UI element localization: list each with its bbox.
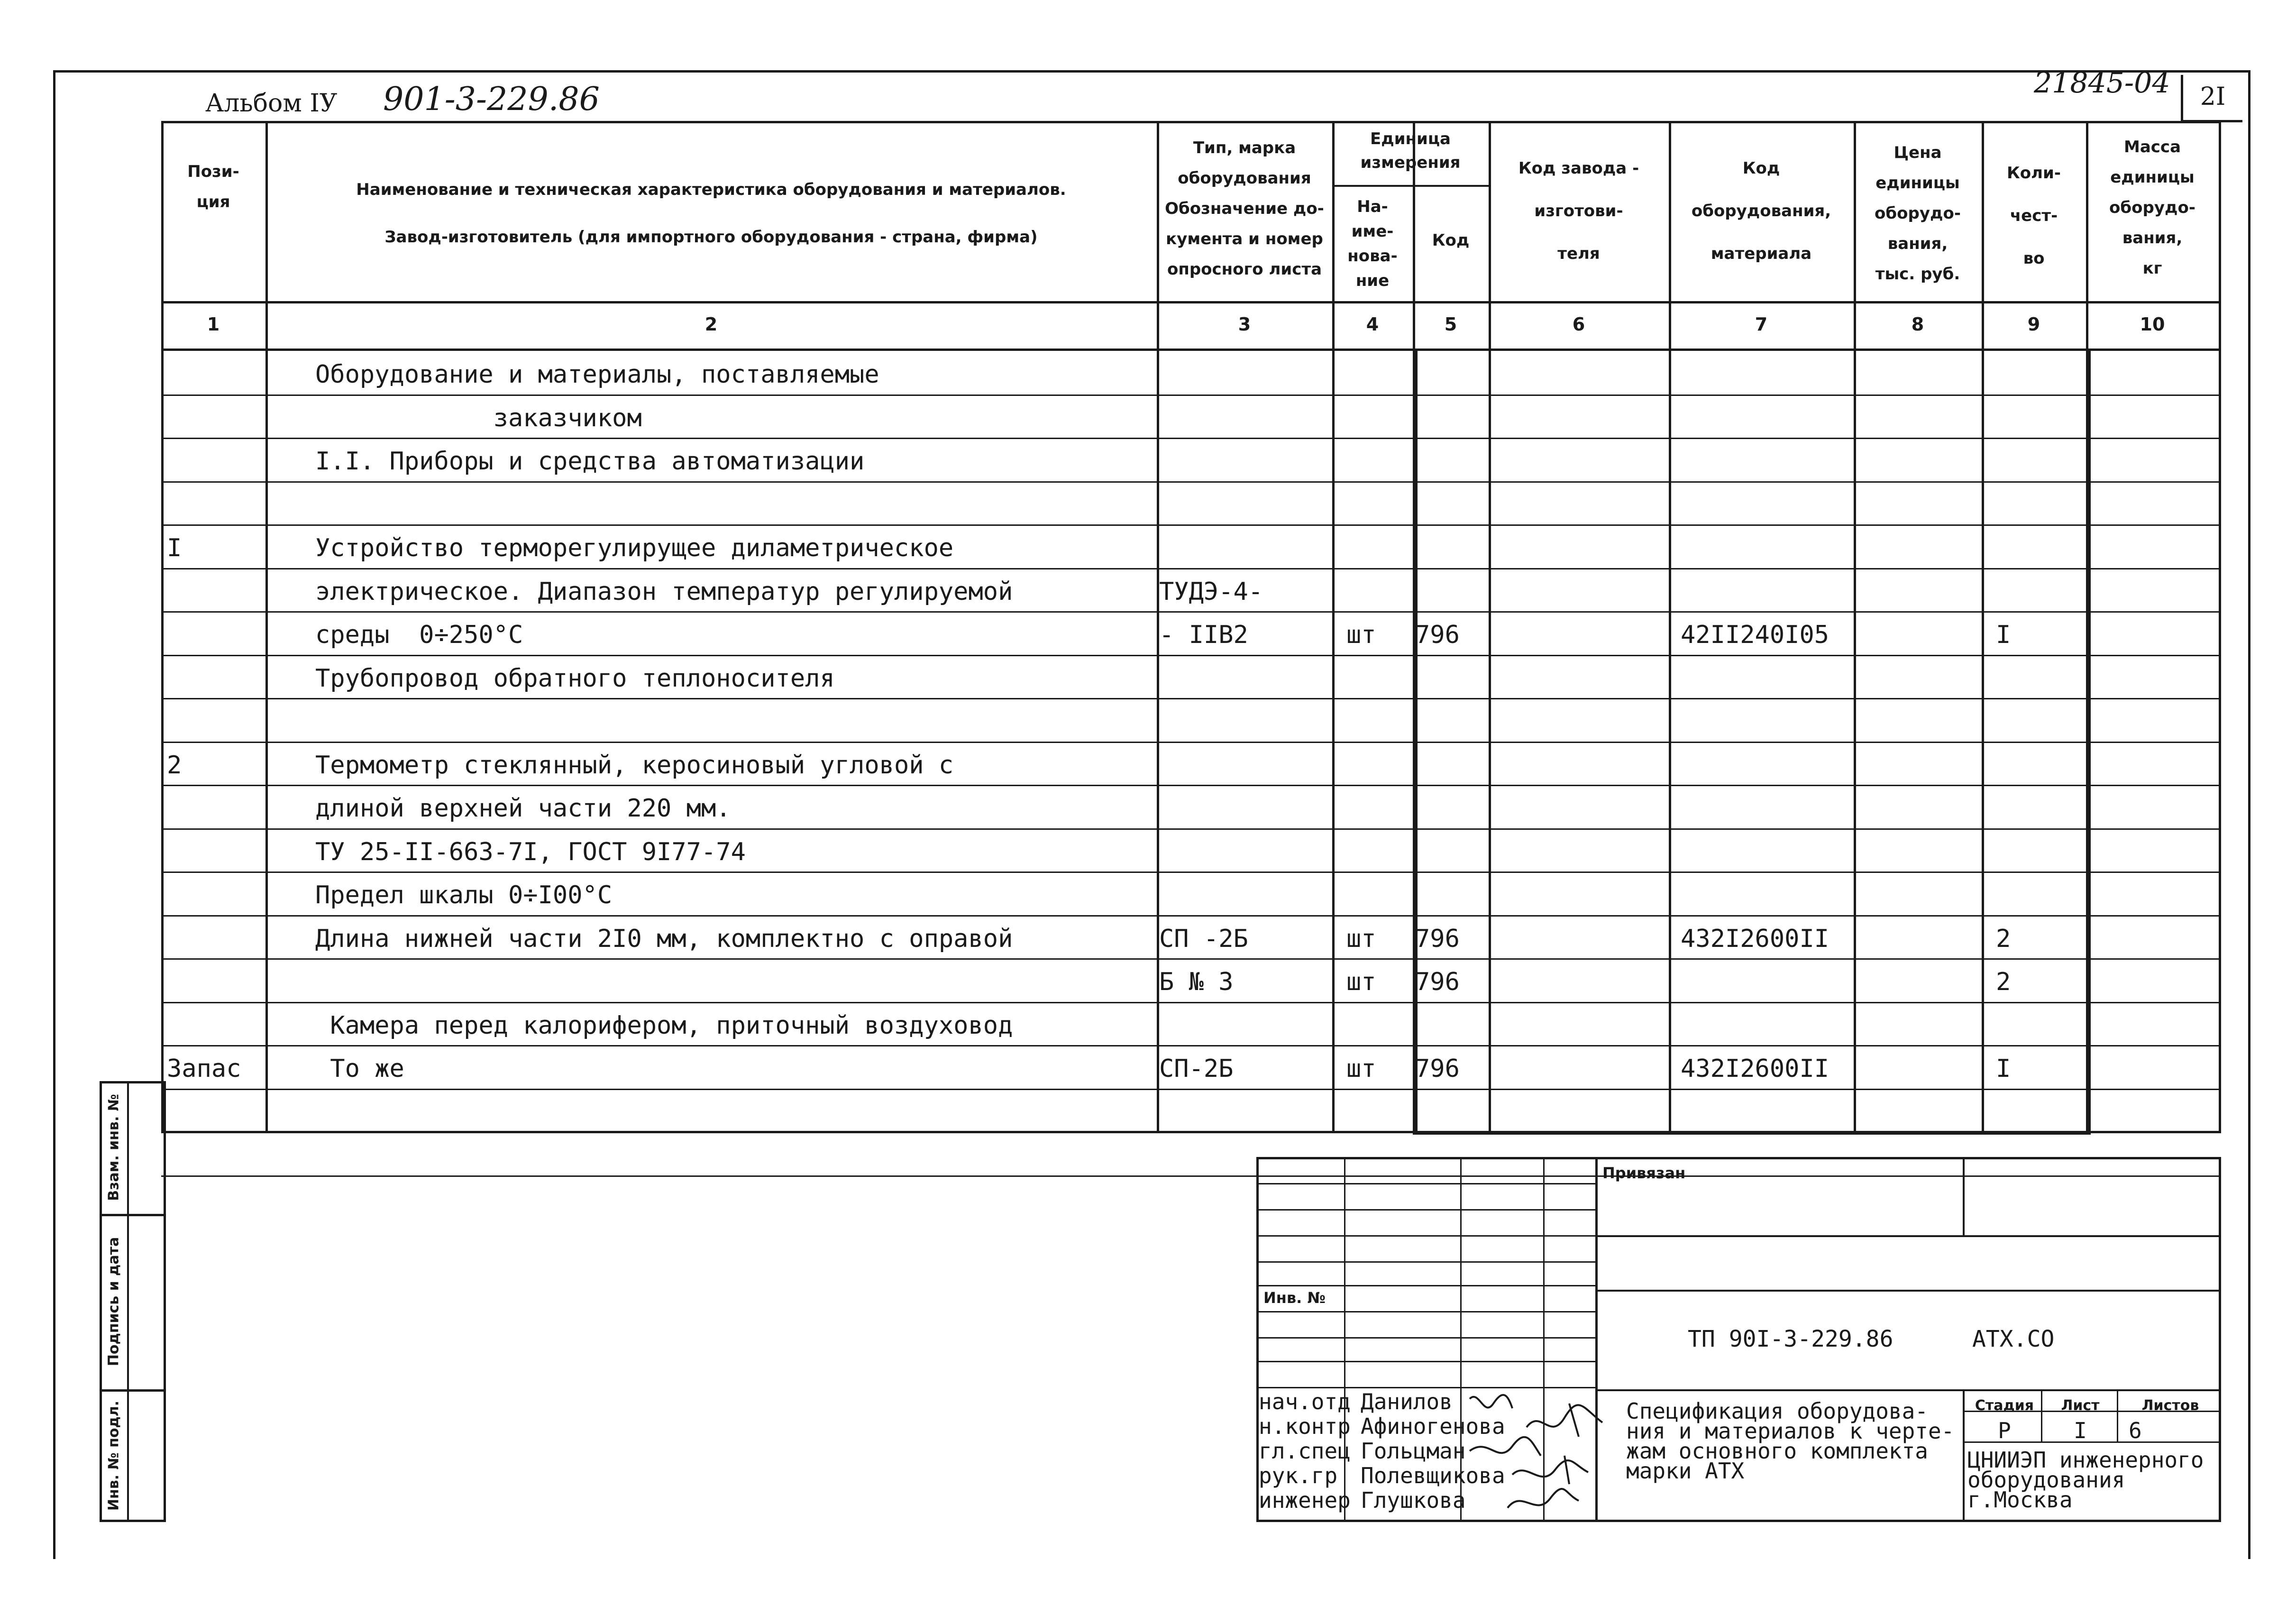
col-header-mass: Масса единицы оборудо- вания, кг <box>2109 138 2195 278</box>
col-number: 2 <box>704 314 718 335</box>
row-name: Камера перед калорифером, приточный воздуховод <box>315 1011 1013 1040</box>
row-divider <box>161 742 2219 743</box>
row-name: заказчиком <box>315 404 642 432</box>
document-code: ТП 90I-3-229.86 <box>1688 1326 1894 1352</box>
row-unit-code: 796 <box>1415 621 1460 649</box>
col-number: 6 <box>1572 314 1585 335</box>
col-number: 3 <box>1238 314 1251 335</box>
row-type: СП -2Б <box>1159 924 1248 953</box>
table-line <box>1413 349 1418 1133</box>
table-line <box>265 121 268 1133</box>
row-equipment-code: 432I2600II <box>1681 1055 1829 1083</box>
row-equipment-code: 42II240I05 <box>1681 621 1829 649</box>
table-line <box>161 301 2219 303</box>
row-divider <box>161 611 2219 613</box>
signature-role: гл.спец <box>1259 1438 1351 1464</box>
col-header-type: Тип, марка оборудования Обозначение до- кумента и номер опросного листа <box>1165 138 1324 279</box>
signature-name: Глушкова <box>1361 1487 1466 1513</box>
title-block-line <box>1595 1290 2221 1292</box>
row-name: Термометр стеклянный, керосиновый угловой с <box>315 751 954 780</box>
row-unit: шт <box>1346 621 1376 649</box>
table-line <box>161 349 2219 351</box>
row-unit: шт <box>1346 968 1376 996</box>
signature-mark <box>1512 1456 1588 1484</box>
album-label: Альбом IУ <box>205 89 338 118</box>
title-block-line <box>1256 1520 2221 1522</box>
row-position: 2 <box>167 751 182 780</box>
table-line <box>161 121 164 1133</box>
table-line <box>161 121 2219 123</box>
signature-mark <box>1527 1404 1602 1437</box>
row-divider <box>161 915 2219 917</box>
row-divider <box>161 1002 2219 1003</box>
col-header-quantity: Коли- чест- во <box>2007 164 2061 268</box>
row-divider <box>161 1175 2219 1177</box>
title-block-line <box>1963 1157 1965 1235</box>
row-divider <box>161 655 2219 656</box>
album-code: 901-3-229.86 <box>383 81 600 118</box>
title-block-line <box>1595 1235 2221 1237</box>
row-unit-code: 796 <box>1415 924 1460 953</box>
title-block-line <box>2219 1157 2221 1522</box>
row-quantity: I <box>1996 621 2011 649</box>
table-line <box>1332 185 1489 187</box>
row-unit: шт <box>1346 1055 1376 1083</box>
sheet-value: I <box>2074 1418 2087 1443</box>
row-divider <box>161 698 2219 699</box>
row-unit-code: 796 <box>1415 968 1460 996</box>
row-quantity: 2 <box>1996 924 2011 953</box>
col-header-price: Цена единицы оборудо- вания, тыс. руб. <box>1875 143 1961 284</box>
row-quantity: I <box>1996 1055 2011 1083</box>
row-divider <box>161 1132 2219 1133</box>
signature-name: Афиногенова <box>1361 1413 1505 1439</box>
row-position: Запас <box>167 1055 241 1083</box>
col-header-unit-name: На- име- нова- ние <box>1347 197 1398 290</box>
row-divider <box>161 524 2219 526</box>
signature-role: рук.гр <box>1259 1463 1338 1488</box>
row-name: То же <box>315 1055 404 1083</box>
signature-name: Гольцман <box>1361 1438 1466 1464</box>
row-divider <box>161 438 2219 439</box>
row-divider <box>161 872 2219 873</box>
privyazan-label: Привязан <box>1602 1164 1686 1182</box>
col-header-unit-code: Код <box>1432 231 1470 250</box>
row-unit-code: 796 <box>1415 1055 1460 1083</box>
row-name: Длина нижней части 2I0 мм, комплектно с оправой <box>315 924 1013 953</box>
stage-value: Р <box>1998 1418 2011 1443</box>
side-label-signature: Подпись и дата <box>105 1237 122 1367</box>
side-label-inv-podl: Инв. № подл. <box>105 1400 122 1511</box>
document-mark: АТХ.СО <box>1972 1326 2055 1352</box>
signature-mark <box>1470 1395 1512 1408</box>
page-number: 2I <box>2200 83 2226 111</box>
signature-role: инженер <box>1259 1487 1351 1513</box>
row-name: среды 0÷250°С <box>315 621 523 649</box>
col-header-unit-group: Единица измерения <box>1360 129 1461 172</box>
row-name: Устройство терморегулирущее диламетрическое <box>315 534 954 562</box>
signature-mark <box>1508 1489 1579 1508</box>
table-line <box>2086 349 2091 1133</box>
col-number: 8 <box>1911 314 1924 335</box>
col-number: 4 <box>1366 314 1379 335</box>
stage-label: Стадия <box>1975 1397 2034 1414</box>
row-divider <box>161 1089 2219 1090</box>
sheets-value: 6 <box>2129 1418 2142 1443</box>
signature-role: нач.отд <box>1259 1389 1351 1414</box>
signature-role: н.контр <box>1259 1413 1351 1439</box>
row-position: I <box>167 534 182 562</box>
row-type: ТУДЭ-4- <box>1159 577 1263 606</box>
title-block-line <box>1595 1389 2221 1391</box>
row-divider <box>161 1045 2219 1046</box>
title-block-line <box>1256 1157 2221 1159</box>
signature-row <box>1259 1489 1466 1512</box>
sheet-label: Лист <box>2061 1397 2100 1414</box>
col-header-name: Наименование и техническая характеристика оборудования и материалов. Завод-изготовитель (для импортного оборудования - страна, фирма) <box>356 180 1066 247</box>
row-divider <box>161 958 2219 960</box>
col-number: 7 <box>1755 314 1768 335</box>
signature-name: Полевщикова <box>1361 1463 1505 1488</box>
row-name: Предел шкалы 0÷I00°С <box>315 881 613 909</box>
row-name: Трубопровод обратного теплоносителя <box>315 664 835 693</box>
row-type: - IIB2 <box>1159 621 1248 649</box>
row-type: Б № 3 <box>1159 968 1234 996</box>
title-block-line <box>1963 1389 1965 1522</box>
side-label-vzam: Взам. инв. № <box>105 1094 122 1201</box>
col-number: 10 <box>2140 314 2165 335</box>
row-divider <box>161 828 2219 830</box>
signature-scribbles <box>1460 1389 1621 1522</box>
col-number: 5 <box>1444 314 1457 335</box>
row-quantity: 2 <box>1996 968 2011 996</box>
col-header-equipment-code: Код оборудования, материала <box>1691 159 1831 263</box>
col-number: 1 <box>207 314 220 335</box>
organization: ЦНИИЭП инженерного оборудования г.Москва <box>1967 1447 2204 1513</box>
row-type: СП-2Б <box>1159 1055 1234 1083</box>
row-name: I.I. Приборы и средства автоматизации <box>315 447 865 476</box>
table-line <box>2219 121 2221 1133</box>
row-divider <box>161 395 2219 396</box>
col-header-position: Пози- ция <box>187 162 239 211</box>
col-number: 9 <box>2027 314 2040 335</box>
signature-row <box>1259 1390 1453 1413</box>
row-name: электрическое. Диапазон температур регулируемой <box>315 577 1013 606</box>
inv-no-label: Инв. № <box>1263 1289 1326 1307</box>
document-number: 21845-04 <box>2034 66 2170 100</box>
row-unit: шт <box>1346 924 1376 953</box>
signature-row <box>1259 1440 1466 1462</box>
row-name: длиной верхней части 220 мм. <box>315 794 731 823</box>
document-description: Спецификация оборудова- ния и материалов к черте- жам основного комплекта марки АТХ <box>1626 1398 1955 1484</box>
row-name: Оборудование и материалы, поставляемые <box>315 360 879 389</box>
signature-mark <box>1470 1437 1541 1456</box>
row-name: ТУ 25-II-663-7I, ГОСТ 9I77-74 <box>315 837 746 866</box>
row-divider <box>161 785 2219 786</box>
sheets-label: Листов <box>2141 1397 2199 1414</box>
row-divider <box>161 568 2219 569</box>
col-header-factory-code: Код завода - изготови- теля <box>1518 159 1639 263</box>
row-divider <box>161 481 2219 483</box>
row-equipment-code: 432I2600II <box>1681 924 1829 953</box>
signature-name: Данилов <box>1361 1389 1453 1414</box>
